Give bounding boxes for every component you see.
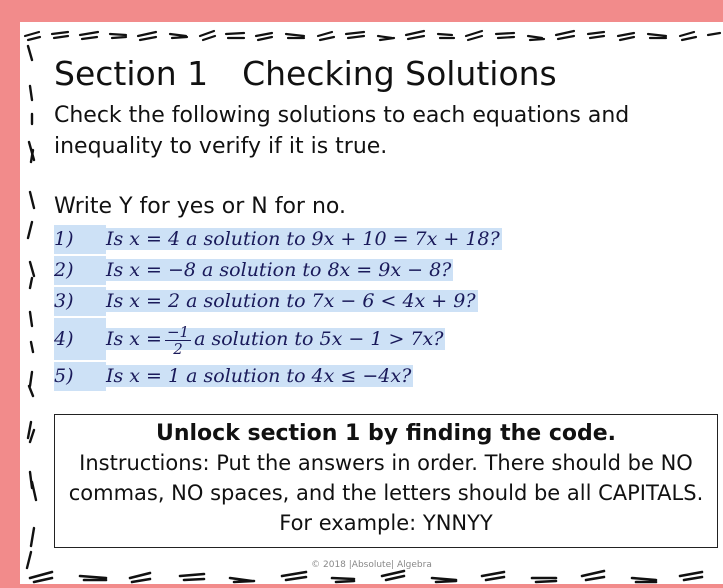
- question-item: [54, 287, 502, 316]
- write-instruction: Write Y for yes or N for no.: [54, 194, 346, 219]
- section-name: Checking Solutions: [242, 54, 557, 93]
- unlock-heading: Unlock section 1 by finding the code.: [155, 421, 617, 446]
- unlock-instructions: Instructions: Put the answers in order. There should be NO commas, NO spaces, and the letters should be all CAPITALS. For example: YNNYY: [68, 451, 704, 535]
- question-prefix: Is x =: [106, 328, 162, 350]
- question-text: Is x = 4 a solution to 9x + 10 = 7x + 18?: [106, 228, 500, 250]
- decorative-left-border: [20, 42, 46, 582]
- fraction: [165, 324, 191, 357]
- question-item: [54, 256, 502, 285]
- question-item: [54, 362, 502, 391]
- question-text: Is x = −8 a solution to 8x = 9x − 8?: [106, 259, 452, 281]
- question-item: [54, 225, 502, 254]
- question-item: [54, 318, 502, 360]
- question-suffix: a solution to 5x − 1 > 7x?: [194, 328, 444, 350]
- question-text: Is x = 2 a solution to 7x − 6 < 4x + 9?: [106, 290, 476, 312]
- question-list: [54, 225, 502, 393]
- question-number: 2): [54, 256, 106, 285]
- question-text: Is x = 1 a solution to 4x ≤ −4x?: [106, 365, 412, 387]
- worksheet-page: [20, 22, 723, 584]
- decorative-bottom-border: [20, 566, 723, 588]
- question-number: 4): [54, 318, 106, 360]
- question-text: [106, 322, 445, 358]
- question-number: 1): [54, 225, 106, 254]
- section-number: Section 1: [54, 54, 209, 93]
- decorative-top-border: [20, 24, 723, 46]
- fraction-denominator: 2: [173, 339, 183, 358]
- intro-text: Check the following solutions to each equations and inequality to verify if it is true.: [54, 103, 630, 159]
- copyright-footer: © 2018 |Absolute| Algebra: [311, 560, 432, 570]
- question-number: 3): [54, 287, 106, 316]
- question-number: 5): [54, 362, 106, 391]
- fraction-numerator: −1: [166, 322, 190, 341]
- page-title: [54, 54, 557, 93]
- unlock-box: [54, 414, 718, 548]
